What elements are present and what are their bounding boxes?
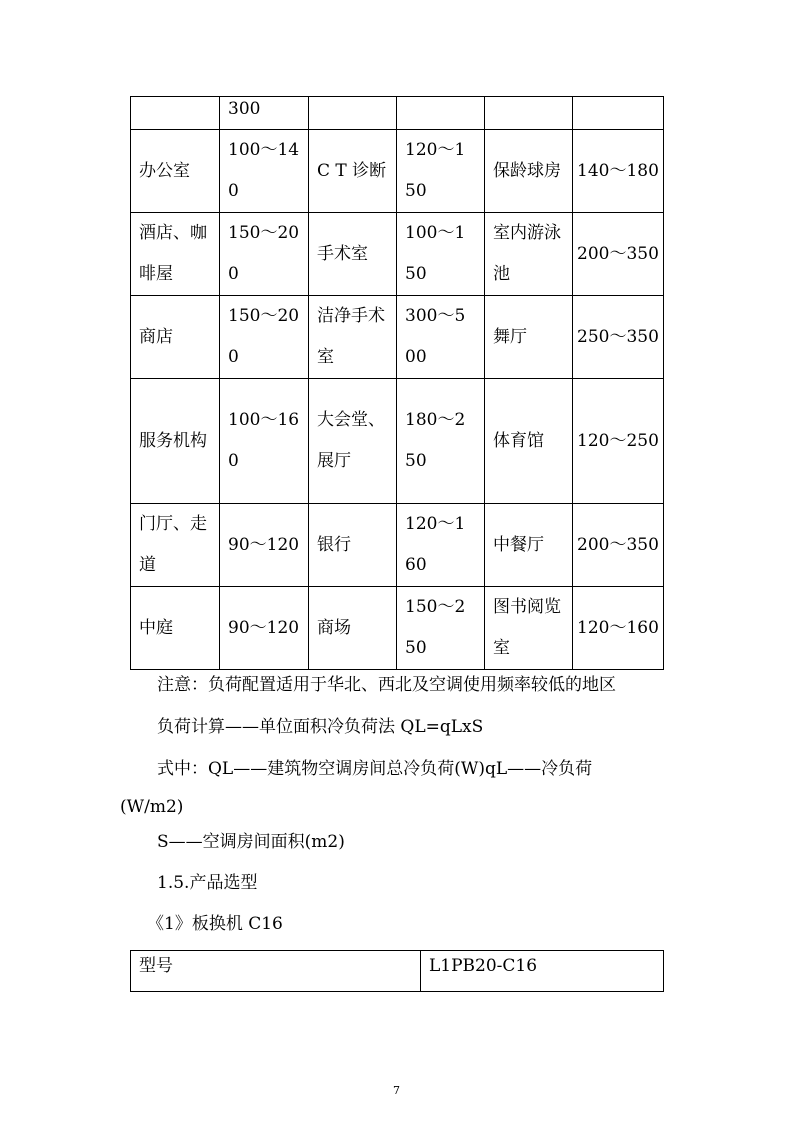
table-cell: [397, 97, 485, 130]
load-calc-text: 负荷计算——单位面积冷负荷法 QL=qLxS: [157, 717, 484, 737]
table-cell: 150～200: [220, 296, 309, 379]
table-cell: 300～500: [397, 296, 485, 379]
table-cell: 中餐厅: [485, 504, 573, 587]
formula-text-line1: 式中：QL——建筑物空调房间总冷负荷(W)qL——冷负荷: [157, 759, 593, 779]
table-cell: 100～150: [397, 213, 485, 296]
table-cell: 体育馆: [485, 379, 573, 504]
table-cell: 90～120: [220, 587, 309, 670]
table-cell: [485, 97, 573, 130]
table-row: [131, 130, 664, 213]
table-cell: 120～250: [573, 379, 664, 504]
table-cell: 中庭: [131, 587, 220, 670]
table-cell: 150～200: [220, 213, 309, 296]
table-cell: 250～350: [573, 296, 664, 379]
table-cell: 酒店、咖啡屋: [131, 213, 220, 296]
table-cell: 100～140: [220, 130, 309, 213]
table-cell: 90～120: [220, 504, 309, 587]
table-cell: 120～150: [397, 130, 485, 213]
table-cell: 180～250: [397, 379, 485, 504]
page-number: 7: [393, 1084, 400, 1097]
table-cell: 200～350: [573, 504, 664, 587]
note-text: 注意：负荷配置适用于华北、西北及空调使用频率较低的地区: [157, 675, 616, 695]
table-cell: 300: [220, 97, 309, 130]
table-row: [131, 213, 664, 296]
model-table: [130, 950, 664, 992]
model-value: L1PB20-C16: [421, 951, 664, 992]
table-cell: 大会堂、 展厅: [309, 379, 397, 504]
table-cell: 120～160: [397, 504, 485, 587]
table-cell: 140～180: [573, 130, 664, 213]
section-title: 1.5.产品选型: [157, 873, 258, 893]
table-cell: 舞厅: [485, 296, 573, 379]
table-cell: [131, 97, 220, 130]
table-cell: C T 诊断: [309, 130, 397, 213]
table-cell: [309, 97, 397, 130]
table-cell: 200～350: [573, 213, 664, 296]
table-cell: 办公室: [131, 130, 220, 213]
table-cell: 手术室: [309, 213, 397, 296]
table-cell: [573, 97, 664, 130]
table-row: [131, 504, 664, 587]
table-cell: 门厅、走道: [131, 504, 220, 587]
table-row: [131, 951, 664, 992]
load-table: [130, 96, 664, 670]
table-cell: 保龄球房: [485, 130, 573, 213]
table-cell: 商店: [131, 296, 220, 379]
subsection-title: 《1》板换机 C16: [147, 914, 283, 934]
table-cell: 150～250: [397, 587, 485, 670]
table-row: [131, 379, 664, 504]
table-cell: 室内游泳池: [485, 213, 573, 296]
formula-text-line2: (W/m2): [120, 797, 184, 817]
table-cell: 图书阅览室: [485, 587, 573, 670]
model-label: 型号: [131, 951, 421, 992]
table-cell: 银行: [309, 504, 397, 587]
table-cell: 洁净手术室: [309, 296, 397, 379]
table-cell: 服务机构: [131, 379, 220, 504]
table-row: [131, 97, 664, 130]
area-definition-text: S——空调房间面积(m2): [157, 832, 345, 852]
table-cell: 120～160: [573, 587, 664, 670]
table-row: [131, 587, 664, 670]
table-cell: 100～160: [220, 379, 309, 504]
table-cell: 商场: [309, 587, 397, 670]
table-row: [131, 296, 664, 379]
